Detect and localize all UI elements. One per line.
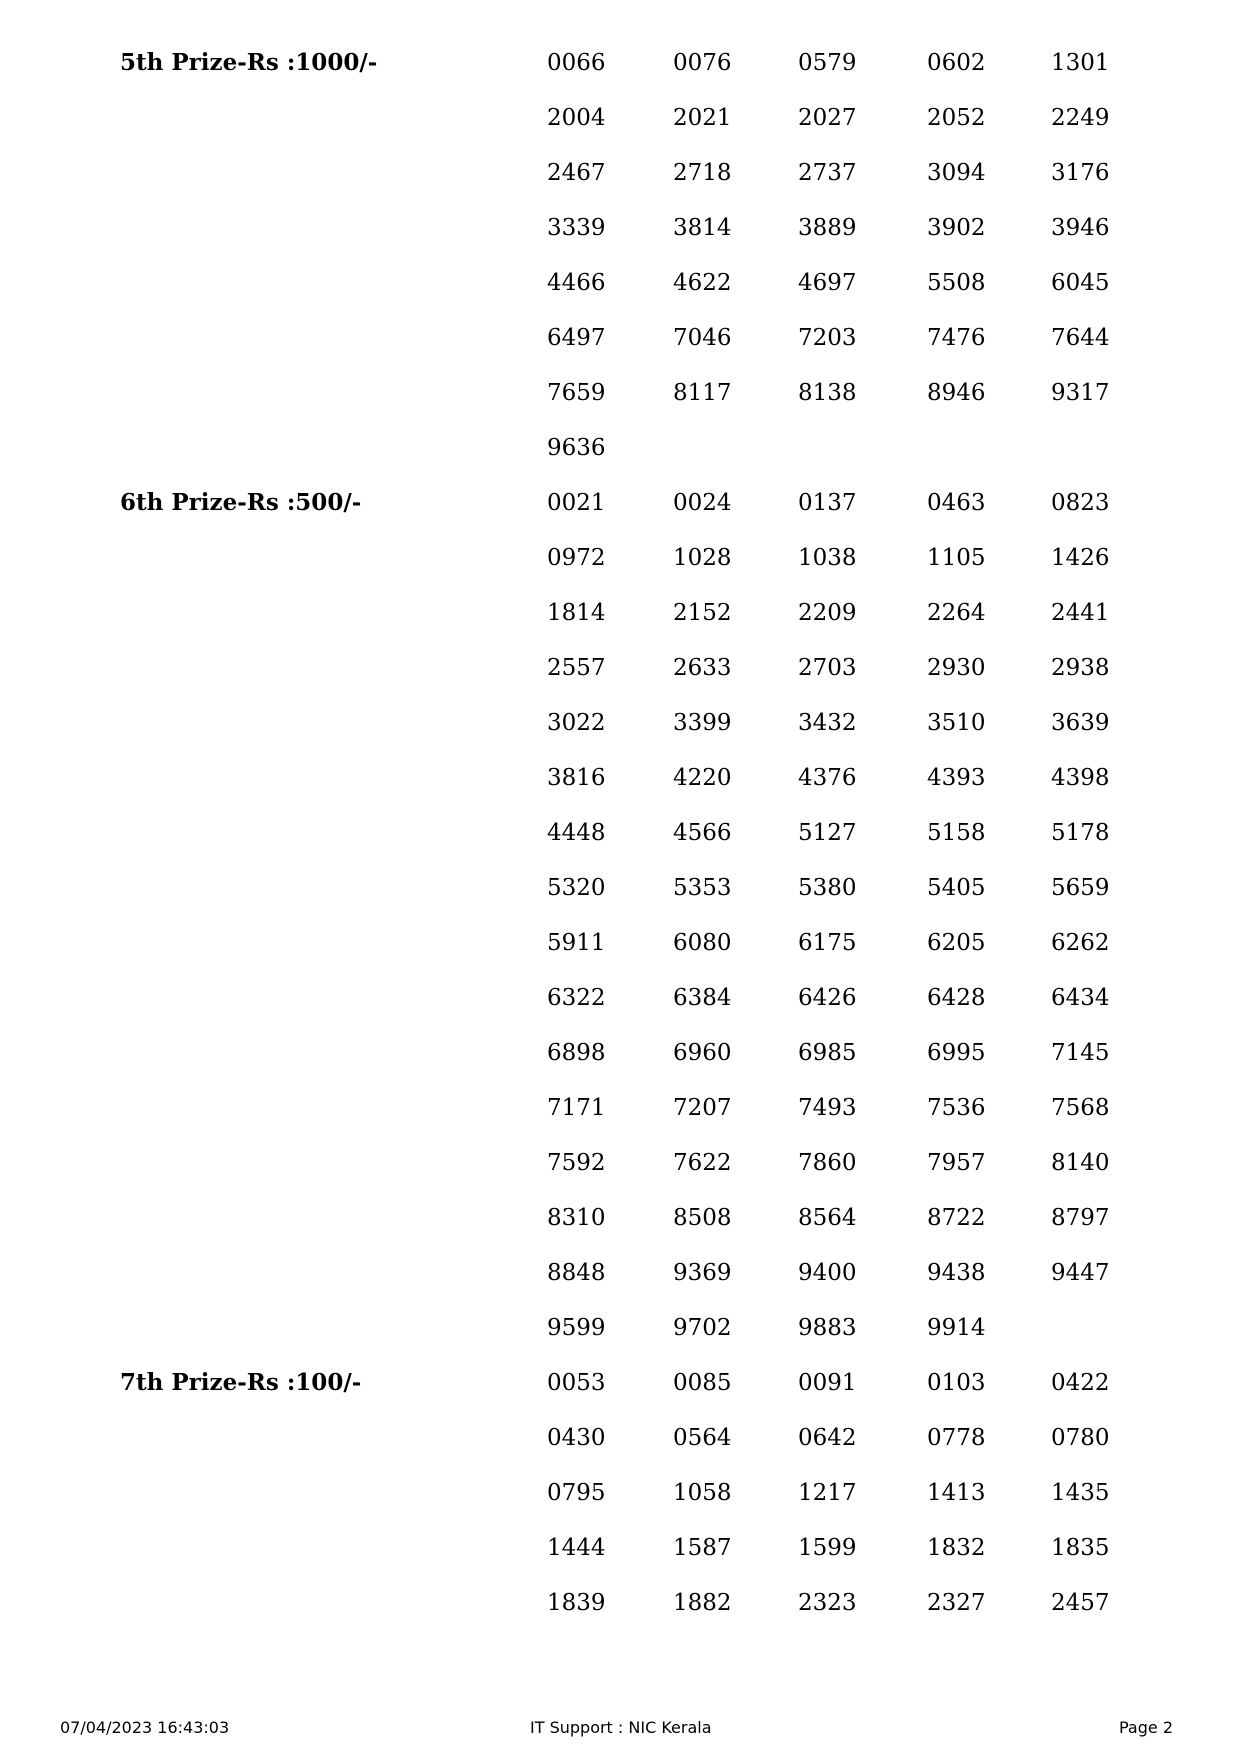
ticket-number: 9883 [798, 1315, 857, 1341]
ticket-number: 0091 [798, 1370, 857, 1396]
ticket-number: 1587 [673, 1535, 732, 1561]
ticket-number: 9369 [673, 1260, 732, 1286]
ticket-number: 9702 [673, 1315, 732, 1341]
ticket-number: 2457 [1051, 1590, 1110, 1616]
ticket-number: 6428 [927, 985, 986, 1011]
ticket-number: 7493 [798, 1095, 857, 1121]
ticket-number: 5659 [1051, 875, 1110, 901]
ticket-number: 4466 [547, 270, 606, 296]
ticket-number: 7957 [927, 1150, 986, 1176]
ticket-number: 6960 [673, 1040, 732, 1066]
ticket-number: 0823 [1051, 490, 1110, 516]
ticket-number: 3889 [798, 215, 857, 241]
ticket-number: 0972 [547, 545, 606, 571]
ticket-number: 3176 [1051, 160, 1110, 186]
ticket-number: 8117 [673, 380, 732, 406]
prize-label: 6th Prize-Rs :500/- [120, 489, 362, 516]
ticket-number: 2633 [673, 655, 732, 681]
ticket-number: 3094 [927, 160, 986, 186]
ticket-number: 6898 [547, 1040, 606, 1066]
ticket-number: 0579 [798, 50, 857, 76]
ticket-number: 2467 [547, 160, 606, 186]
ticket-number: 7145 [1051, 1040, 1110, 1066]
ticket-number: 7592 [547, 1150, 606, 1176]
ticket-number: 4448 [547, 820, 606, 846]
ticket-number: 8310 [547, 1205, 606, 1231]
ticket-number: 9914 [927, 1315, 986, 1341]
ticket-number: 1839 [547, 1590, 606, 1616]
ticket-number: 1105 [927, 545, 986, 571]
ticket-number: 8508 [673, 1205, 732, 1231]
ticket-number: 6985 [798, 1040, 857, 1066]
ticket-number: 9317 [1051, 380, 1110, 406]
ticket-number: 0642 [798, 1425, 857, 1451]
ticket-number: 7046 [673, 325, 732, 351]
ticket-number: 1301 [1051, 50, 1110, 76]
ticket-number: 1835 [1051, 1535, 1110, 1561]
ticket-number: 4220 [673, 765, 732, 791]
ticket-number: 5380 [798, 875, 857, 901]
ticket-number: 6384 [673, 985, 732, 1011]
ticket-number: 1814 [547, 600, 606, 626]
ticket-number: 7622 [673, 1150, 732, 1176]
ticket-number: 6205 [927, 930, 986, 956]
ticket-number: 7476 [927, 325, 986, 351]
ticket-number: 2938 [1051, 655, 1110, 681]
ticket-number: 3399 [673, 710, 732, 736]
ticket-number: 6434 [1051, 985, 1110, 1011]
ticket-number: 2027 [798, 105, 857, 131]
ticket-number: 0053 [547, 1370, 606, 1396]
ticket-number: 2441 [1051, 600, 1110, 626]
ticket-number: 0778 [927, 1425, 986, 1451]
ticket-number: 0021 [547, 490, 606, 516]
ticket-number: 0463 [927, 490, 986, 516]
ticket-number: 4376 [798, 765, 857, 791]
ticket-number: 5158 [927, 820, 986, 846]
ticket-number: 2264 [927, 600, 986, 626]
footer-support: IT Support : NIC Kerala [530, 1718, 712, 1737]
ticket-number: 7207 [673, 1095, 732, 1121]
ticket-number: 8140 [1051, 1150, 1110, 1176]
ticket-number: 0137 [798, 490, 857, 516]
ticket-number: 5353 [673, 875, 732, 901]
ticket-number: 4566 [673, 820, 732, 846]
ticket-number: 2557 [547, 655, 606, 681]
ticket-number: 3814 [673, 215, 732, 241]
ticket-number: 8797 [1051, 1205, 1110, 1231]
ticket-number: 6175 [798, 930, 857, 956]
ticket-number: 7171 [547, 1095, 606, 1121]
ticket-number: 1413 [927, 1480, 986, 1506]
ticket-number: 7536 [927, 1095, 986, 1121]
ticket-number: 1217 [798, 1480, 857, 1506]
ticket-number: 1882 [673, 1590, 732, 1616]
ticket-number: 0602 [927, 50, 986, 76]
ticket-number: 0422 [1051, 1370, 1110, 1396]
ticket-number: 1444 [547, 1535, 606, 1561]
ticket-number: 6995 [927, 1040, 986, 1066]
ticket-number: 2737 [798, 160, 857, 186]
ticket-number: 4622 [673, 270, 732, 296]
ticket-number: 9400 [798, 1260, 857, 1286]
ticket-number: 8138 [798, 380, 857, 406]
ticket-number: 3022 [547, 710, 606, 736]
ticket-number: 1435 [1051, 1480, 1110, 1506]
ticket-number: 9599 [547, 1315, 606, 1341]
ticket-number: 4393 [927, 765, 986, 791]
ticket-number: 1832 [927, 1535, 986, 1561]
ticket-number: 0085 [673, 1370, 732, 1396]
footer-page-number: Page 2 [1119, 1718, 1173, 1737]
ticket-number: 2718 [673, 160, 732, 186]
ticket-number: 0024 [673, 490, 732, 516]
ticket-number: 7644 [1051, 325, 1110, 351]
ticket-number: 5911 [547, 930, 606, 956]
ticket-number: 1058 [673, 1480, 732, 1506]
ticket-number: 1038 [798, 545, 857, 571]
ticket-number: 3639 [1051, 710, 1110, 736]
prize-label: 7th Prize-Rs :100/- [120, 1369, 362, 1396]
ticket-number: 8564 [798, 1205, 857, 1231]
ticket-number: 3510 [927, 710, 986, 736]
ticket-number: 7568 [1051, 1095, 1110, 1121]
ticket-number: 1426 [1051, 545, 1110, 571]
ticket-number: 9447 [1051, 1260, 1110, 1286]
ticket-number: 4398 [1051, 765, 1110, 791]
ticket-number: 0103 [927, 1370, 986, 1396]
ticket-number: 7203 [798, 325, 857, 351]
ticket-number: 0076 [673, 50, 732, 76]
ticket-number: 2021 [673, 105, 732, 131]
ticket-number: 0564 [673, 1425, 732, 1451]
ticket-number: 2052 [927, 105, 986, 131]
ticket-number: 3946 [1051, 215, 1110, 241]
ticket-number: 2004 [547, 105, 606, 131]
ticket-number: 6080 [673, 930, 732, 956]
ticket-number: 2323 [798, 1590, 857, 1616]
ticket-number: 8848 [547, 1260, 606, 1286]
ticket-number: 3816 [547, 765, 606, 791]
ticket-number: 5178 [1051, 820, 1110, 846]
ticket-number: 8946 [927, 380, 986, 406]
ticket-number: 1599 [798, 1535, 857, 1561]
ticket-number: 6426 [798, 985, 857, 1011]
ticket-number: 6045 [1051, 270, 1110, 296]
ticket-number: 1028 [673, 545, 732, 571]
ticket-number: 0430 [547, 1425, 606, 1451]
ticket-number: 8722 [927, 1205, 986, 1231]
ticket-number: 5127 [798, 820, 857, 846]
ticket-number: 2152 [673, 600, 732, 626]
ticket-number: 6262 [1051, 930, 1110, 956]
ticket-number: 2249 [1051, 105, 1110, 131]
ticket-number: 2327 [927, 1590, 986, 1616]
ticket-number: 5508 [927, 270, 986, 296]
ticket-number: 3432 [798, 710, 857, 736]
ticket-number: 2703 [798, 655, 857, 681]
ticket-number: 7659 [547, 380, 606, 406]
ticket-number: 4697 [798, 270, 857, 296]
ticket-number: 5405 [927, 875, 986, 901]
ticket-number: 7860 [798, 1150, 857, 1176]
ticket-number: 3339 [547, 215, 606, 241]
prize-label: 5th Prize-Rs :1000/- [120, 49, 378, 76]
ticket-number: 5320 [547, 875, 606, 901]
ticket-number: 9438 [927, 1260, 986, 1286]
ticket-number: 0780 [1051, 1425, 1110, 1451]
ticket-number: 6497 [547, 325, 606, 351]
ticket-number: 3902 [927, 215, 986, 241]
ticket-number: 2209 [798, 600, 857, 626]
footer-timestamp: 07/04/2023 16:43:03 [60, 1718, 230, 1737]
ticket-number: 9636 [547, 435, 606, 461]
ticket-number: 6322 [547, 985, 606, 1011]
ticket-number: 2930 [927, 655, 986, 681]
ticket-number: 0066 [547, 50, 606, 76]
ticket-number: 0795 [547, 1480, 606, 1506]
